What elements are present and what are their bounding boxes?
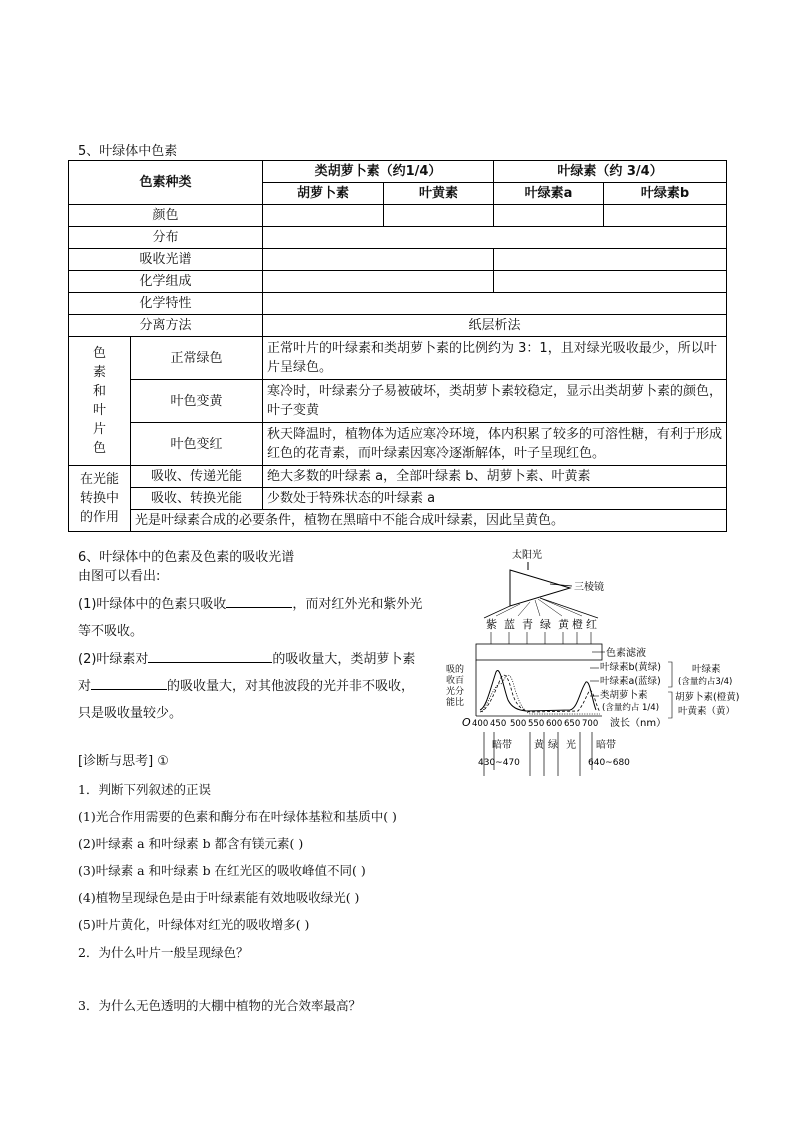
row-label-absorption: 吸收光谱 xyxy=(69,249,263,271)
leaf-normal-label: 正常绿色 xyxy=(131,337,263,380)
separation-method: 纸层析法 xyxy=(263,315,727,337)
origin-label: O xyxy=(462,716,471,729)
cell-empty xyxy=(494,271,727,293)
question-2: 2．为什么叶片一般呈现绿色？ xyxy=(78,945,249,960)
pigment-filter-box xyxy=(476,644,602,660)
cell-empty xyxy=(494,249,727,271)
role-transfer-text: 绝大多数的叶绿素 a，全部叶绿素 b、胡萝卜素、叶黄素 xyxy=(263,466,727,488)
role-transfer-label: 吸收、传递光能 xyxy=(131,466,263,488)
header-carotenoid: 类胡萝卜素（约1/4） xyxy=(263,161,494,183)
judge-item-4[interactable]: (4)植物呈现绿色是由于叶绿素能有效地吸收绿光( ) xyxy=(78,890,360,905)
row-label-distribution: 分布 xyxy=(69,227,263,249)
role-convert-label: 吸收、转换光能 xyxy=(131,488,263,510)
dispersion-line xyxy=(535,600,540,616)
svg-text:叶绿素b(黄绿): 叶绿素b(黄绿) xyxy=(600,662,661,673)
blank-line[interactable] xyxy=(91,675,167,690)
dark-band-1-range: 430~470 xyxy=(478,758,520,768)
svg-text:叶绿素a(蓝绿): 叶绿素a(蓝绿) xyxy=(600,676,661,687)
section-5-title: 5、叶绿体中色素 xyxy=(78,144,178,159)
result-arrows xyxy=(484,732,592,776)
color-violet: 紫 xyxy=(486,618,497,631)
leaf-red-label: 叶色变红 xyxy=(131,423,263,466)
header-carotene: 胡萝卜素 xyxy=(263,183,384,205)
header-chl-b: 叶绿素b xyxy=(604,183,727,205)
pigment-table xyxy=(68,160,727,532)
svg-text:500: 500 xyxy=(510,719,527,729)
curve-chlorophyll-a xyxy=(480,670,596,711)
question-6-2-line2: 对 的吸收量大，对其他波段的光并非不吸收， xyxy=(78,675,414,694)
prism-label: 三棱镜 xyxy=(574,582,604,593)
color-band-labels xyxy=(486,617,597,631)
color-cyan: 青 xyxy=(522,618,533,631)
svg-text:类胡萝卜素: 类胡萝卜素 xyxy=(600,690,648,701)
question-3: 3．为什么无色透明的大棚中植物的光合效率最高？ xyxy=(78,998,361,1013)
leaf-yellow-text: 寒冷时，叶绿素分子易被破坏，类胡萝卜素较稳定，显示出类胡萝卜素的颜色，叶子变黄 xyxy=(263,380,727,423)
svg-text:吸的: 吸的 xyxy=(446,665,465,675)
judge-item-5[interactable]: (5)叶片黄化，叶绿体对红光的吸收增多( ) xyxy=(78,917,310,932)
svg-text:叶黄素（黄）: 叶黄素（黄） xyxy=(678,706,736,717)
color-green: 绿 xyxy=(540,618,551,631)
svg-text:光分: 光分 xyxy=(446,687,465,697)
cell-empty xyxy=(263,205,384,227)
diagnosis-title: [诊断与思考] ① xyxy=(78,754,169,769)
right-side-labels xyxy=(675,663,739,717)
role-convert-text: 少数处于特殊状态的叶绿素 a xyxy=(263,488,727,510)
cell-empty xyxy=(263,249,494,271)
cell-empty xyxy=(263,293,727,315)
dark-band-2: 暗带 xyxy=(596,740,616,751)
cell-empty xyxy=(263,227,727,249)
dispersion-line xyxy=(540,598,582,616)
color-arrows xyxy=(491,632,591,644)
color-blue: 蓝 xyxy=(504,618,515,631)
x-axis-label: 波长（nm） xyxy=(610,718,667,729)
dispersion-line xyxy=(540,598,598,618)
header-chl-a: 叶绿素a xyxy=(494,183,604,205)
cell-empty xyxy=(494,205,604,227)
row-label-composition: 化学组成 xyxy=(69,271,263,293)
dispersion-line xyxy=(484,606,510,618)
leaf-normal-text: 正常叶片的叶绿素和类胡萝卜素的比例约为 3：1，且对绿光吸收最少，所以叶片呈绿色。 xyxy=(263,337,727,380)
header-pigment-type: 色素种类 xyxy=(69,161,263,205)
svg-text:650: 650 xyxy=(564,719,581,729)
sunlight-label: 太阳光 xyxy=(512,550,542,561)
color-group-label: 色 素 和 叶 片 色 xyxy=(69,337,131,466)
cell-empty xyxy=(263,271,494,293)
y-axis-label xyxy=(446,663,464,708)
role-group-label: 在光能 转换中 的作用 xyxy=(69,466,131,532)
leaf-red-text: 秋天降温时，植物体为适应寒冷环境，体内积累了较多的可溶性糖，有利于形成红色的花青素，而叶绿素因寒冷逐渐解体，叶子呈现红色。 xyxy=(263,423,727,466)
header-chlorophyll: 叶绿素（约 3/4） xyxy=(494,161,727,183)
svg-text:能比: 能比 xyxy=(446,698,465,708)
row-label-color: 颜色 xyxy=(69,205,263,227)
cell-empty xyxy=(604,205,727,227)
section-6-intro: 由图可以看出: xyxy=(78,569,161,584)
header-xanthophyll: 叶黄素 xyxy=(384,183,494,205)
question-6-1-line2: 等不吸收。 xyxy=(78,624,144,639)
row-label-separation: 分离方法 xyxy=(69,315,263,337)
dark-band-2-range: 640~680 xyxy=(588,758,630,768)
judge-item-3[interactable]: (3)叶绿素 a 和叶绿素 b 在红光区的吸收峰值不同( ) xyxy=(78,863,366,878)
light-footer-text: 光是叶绿素合成的必要条件，植物在黑暗中不能合成叶绿素，因此呈黄色。 xyxy=(131,510,727,532)
dispersion-line xyxy=(496,604,520,616)
svg-text:收百: 收百 xyxy=(446,676,465,686)
blank-line[interactable] xyxy=(148,648,272,663)
svg-text:550: 550 xyxy=(528,719,545,729)
svg-text:600: 600 xyxy=(546,719,563,729)
row-label-properties: 化学特性 xyxy=(69,293,263,315)
blank-line[interactable] xyxy=(226,593,292,608)
cell-empty xyxy=(384,205,494,227)
judge-item-2[interactable]: (2)叶绿素 a 和叶绿素 b 都含有镁元素( ) xyxy=(78,836,304,851)
curve-chlorophyll-b xyxy=(480,675,600,712)
svg-text:400: 400 xyxy=(472,719,489,729)
svg-text:450: 450 xyxy=(490,719,507,729)
leaf-yellow-label: 叶色变黄 xyxy=(131,380,263,423)
svg-text:(含量约占3/4): (含量约占3/4) xyxy=(678,677,733,687)
question-6-2-line1: (2)叶绿素对 的吸收量大，类胡萝卜素 xyxy=(78,648,415,667)
curve-labels xyxy=(600,661,661,713)
yellow-green-light-2: 绿 xyxy=(548,740,558,751)
judge-item-1[interactable]: (1)光合作用需要的色素和酶分布在叶绿体基粒和基质中( ) xyxy=(78,809,397,824)
color-red: 红 xyxy=(586,618,597,631)
section-6-title: 6、叶绿体中的色素及色素的吸收光谱 xyxy=(78,550,295,565)
x-tick-labels xyxy=(472,719,598,729)
dark-band-1: 暗带 xyxy=(492,740,512,751)
yellow-green-light-1: 黄 xyxy=(534,740,544,751)
question-6-1-line1: (1)叶绿体中的色素只吸收 ，而对红外光和紫外光 xyxy=(78,593,422,612)
svg-text:叶绿素: 叶绿素 xyxy=(692,664,721,675)
question-1: 1．判断下列叙述的正误 xyxy=(78,782,211,797)
question-6-2-line3: 只是吸收量较少。 xyxy=(78,706,183,721)
filter-label: 色素滤液 xyxy=(606,648,646,659)
yellow-green-light-3: 光 xyxy=(566,740,576,751)
color-orange: 橙 xyxy=(572,618,583,631)
svg-text:(含量约占 1/4): (含量约占 1/4) xyxy=(602,703,660,713)
svg-text:700: 700 xyxy=(582,719,599,729)
color-yellow: 黄 xyxy=(558,618,569,631)
absorption-spectrum-figure xyxy=(440,540,740,780)
svg-text:胡萝卜素(橙黄): 胡萝卜素(橙黄) xyxy=(675,692,740,703)
